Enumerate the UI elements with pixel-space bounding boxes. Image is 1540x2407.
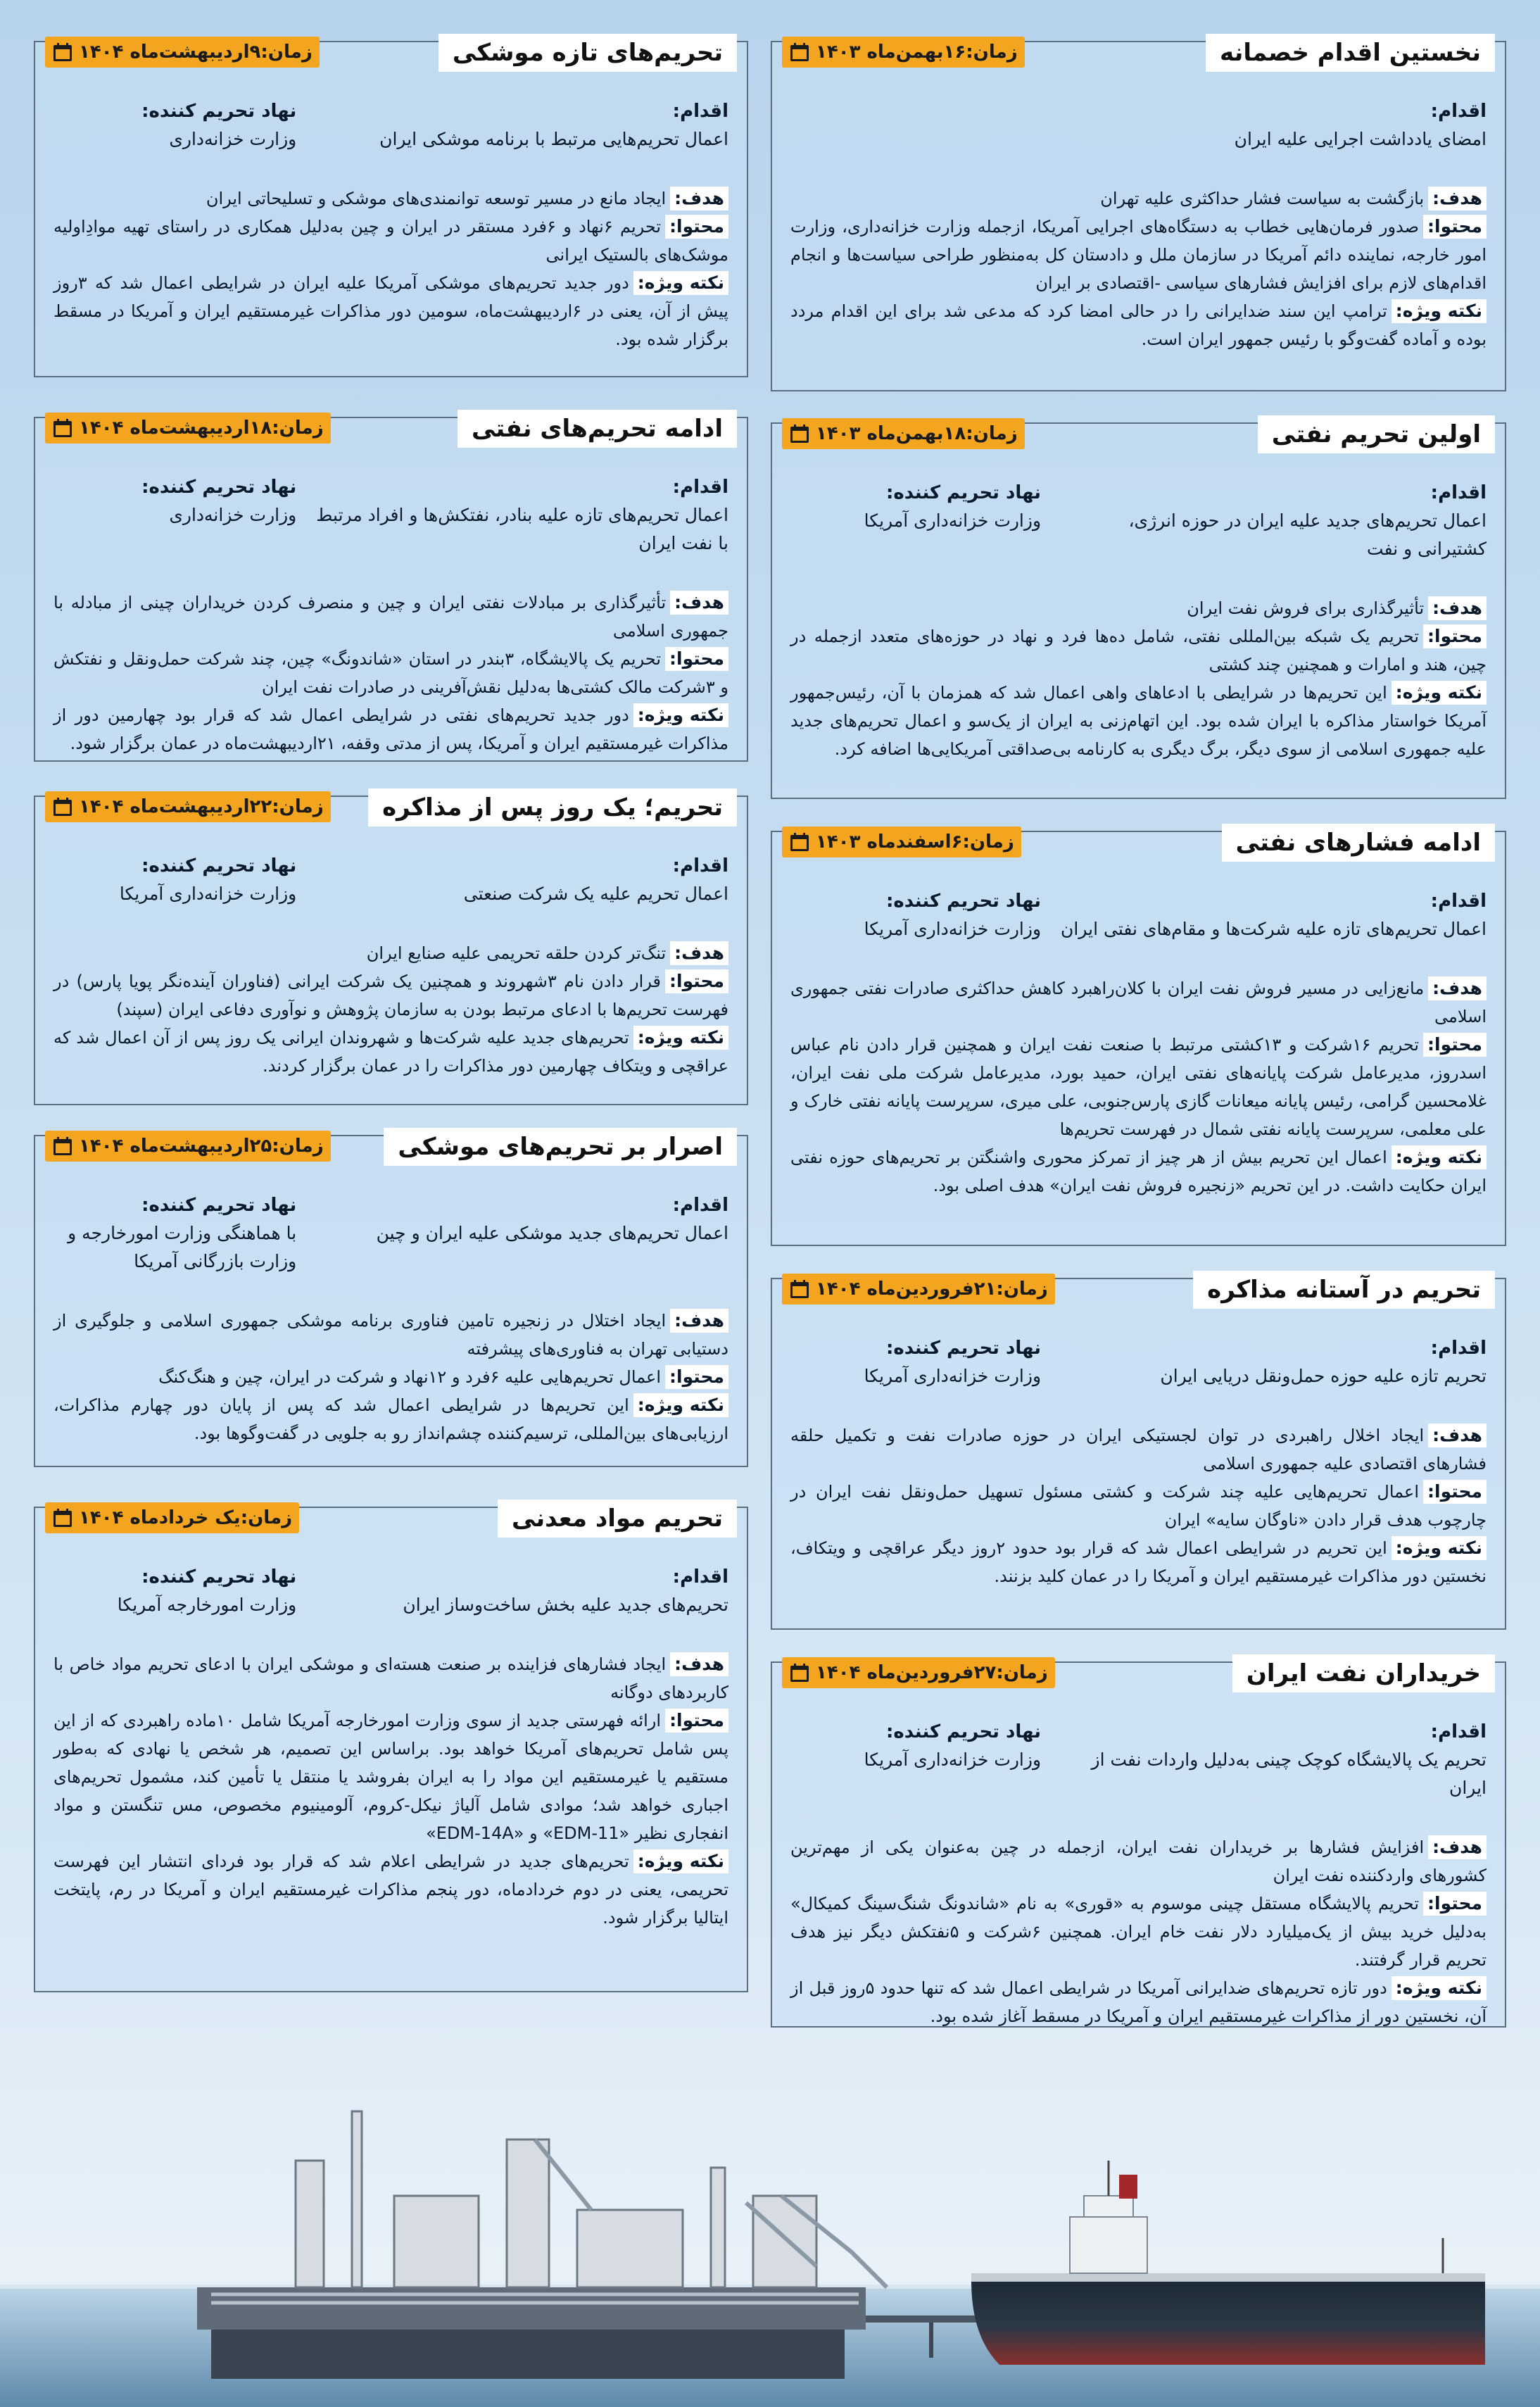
card-first-hostile-action	[771, 41, 1506, 391]
content-label: محتوا:	[1423, 1480, 1487, 1504]
goal-text: ایجاد اختلال در زنجیره تامین فناوری برنامه موشکی جمهوری اسلامی و جلوگیری از دستیابی تهران به فناوری‌های پیشرفته	[53, 1311, 728, 1359]
card-title: ادامه فشارهای نفتی	[1222, 824, 1495, 862]
goal-paragraph	[53, 184, 728, 213]
date-text: زمان:۹اردیبهشت‌ماه ۱۴۰۴	[79, 42, 313, 63]
action-text: اعمال تحریم‌های جدید علیه ایران در حوزه انرژی، کشتیرانی و نفت	[1128, 510, 1487, 559]
date-text: زمان:۲۱فروردین‌ماه ۱۴۰۴	[816, 1278, 1048, 1300]
agency-text: وزارت خزانه‌داری	[169, 505, 297, 525]
goal-paragraph	[790, 594, 1487, 622]
note-paragraph	[53, 1847, 728, 1932]
content-text: تحریم یک شبکه بین‌المللی نفتی، شامل ده‌ها فرد و نهاد در حوزه‌های متعدد ازجمله در چین، هند و امارات و همچنین چند کشتی	[790, 627, 1487, 674]
content-paragraph	[53, 1707, 728, 1847]
content-paragraph	[53, 213, 728, 269]
goal-paragraph	[53, 1650, 728, 1707]
date-badge	[782, 827, 1021, 857]
card-title: تحریم؛ یک روز پس از مذاکره	[368, 788, 737, 827]
calendar-icon	[52, 417, 73, 439]
card-title: اولین تحریم نفتی	[1258, 415, 1495, 453]
action-label: اقدام:	[672, 101, 728, 122]
note-label: نکته ویژه:	[1391, 299, 1487, 323]
card-title: اصرار بر تحریم‌های موشکی	[384, 1128, 737, 1166]
goal-label: هدف:	[1428, 1424, 1487, 1447]
note-label: نکته ویژه:	[633, 1026, 728, 1050]
tanker-funnel	[1119, 2175, 1137, 2199]
goal-text: تأثیرگذاری بر مبادلات نفتی ایران و چین و منصرف کردن خریداران چینی از مبادله با جمهوری اسلامی	[53, 593, 728, 641]
agency-text: وزارت خزانه‌داری آمریکا	[864, 1366, 1042, 1386]
content-paragraph	[53, 645, 728, 701]
agency-label: نهاد تحریم کننده:	[885, 1721, 1042, 1742]
card-title: تحریم‌های تازه موشکی	[438, 34, 737, 72]
tanker-hull	[971, 2280, 1485, 2365]
note-paragraph	[790, 297, 1487, 353]
agency-label: نهاد تحریم کننده:	[141, 855, 297, 876]
goal-paragraph	[53, 1307, 728, 1363]
note-label: نکته ویژه:	[633, 1393, 728, 1417]
note-text: اعمال این تحریم بیش از هر چیز از تمرکز محوری واشنگتن بر تحریم‌های حوزه نفتی ایران حکایت داشت. در این تحریم «زنجیره فروش نفت ایران» هدف اصلی بود.	[790, 1148, 1487, 1195]
content-label: محتوا:	[1423, 1033, 1487, 1057]
agency-text: وزارت خزانه‌داری آمریکا	[864, 1749, 1042, 1770]
note-label: نکته ویژه:	[633, 271, 728, 295]
goal-text: تنگ‌تر کردن حلقه تحریمی علیه صنایع ایران	[366, 943, 667, 963]
card-title: تحریم در آستانه مذاکره	[1193, 1271, 1495, 1309]
action-label: اقدام:	[672, 1566, 728, 1588]
calendar-icon	[52, 1507, 73, 1528]
content-text: ارائه فهرستی جدید از سوی وزارت امورخارجه آمریکا شامل ۱۰ماده راهبردی که از این پس شامل تحریم‌های آمریکا خواهد بود. براساس این تصمیم، هر شخص یا نهادی که به‌طور مستقیم یا غیرمستقیم این مواد را به ایران بفروشد یا منتقل یا تأمین کند، مشمول تحریم‌های اجباری خواهد شد؛ موادی شامل آلیاژ نیکل-کروم، آلومینیوم مخصوص، مس تنگستن و مواد انفجاری نظیر «EDM-11» و «EDM-14A»	[53, 1711, 728, 1843]
content-text: تحریم ۶نهاد و ۶فرد مستقر در ایران و چین به‌دلیل همکاری در راستای تهیه موادِاولیه موشک‌های بالستیک ایرانی	[53, 217, 728, 265]
tanker-superstructure	[1070, 2196, 1147, 2273]
note-label: نکته ویژه:	[633, 703, 728, 727]
date-text: زمان:۲۵اردیبهشت‌ماه ۱۴۰۴	[79, 1136, 324, 1157]
calendar-icon	[52, 1136, 73, 1157]
card-new-missile-sanctions	[34, 41, 748, 377]
agency-text: با هماهنگی وزارت امورخارجه و وزارت بازرگانی آمریکا	[68, 1223, 297, 1271]
action-label: اقدام:	[1430, 891, 1487, 912]
content-paragraph	[790, 1031, 1487, 1143]
goal-label: هدف:	[1428, 187, 1487, 210]
note-text: دور جدید تحریم‌های موشکی آمریکا علیه ایران در شرایطی اعمال شد که ۳روز پیش از آن، یعنی در ۶اردیبهشت‌ماه، سومین دور مذاکرات غیرمستقیم ایران و آمریکا در مسقط برگزار شده بود.	[53, 273, 728, 349]
date-badge	[45, 791, 331, 822]
card-sanction-before-talks	[771, 1278, 1506, 1630]
content-paragraph	[53, 967, 728, 1024]
card-first-oil-sanction	[771, 422, 1506, 799]
goal-paragraph	[790, 184, 1487, 213]
content-paragraph	[53, 1363, 728, 1391]
goal-label: هدف:	[1428, 976, 1487, 1000]
content-text: تحریم یک پالایشگاه، ۳بندر در استان «شاندونگ» چین، چند شرکت حمل‌ونقل و نفتکش و ۳شرکت مالک کشتی‌ها به‌دلیل نقش‌آفرینی در صادرات نفت ایران	[53, 649, 728, 697]
date-text: زمان:۲۷فروردین‌ماه ۱۴۰۴	[816, 1662, 1048, 1683]
agency-label: نهاد تحریم کننده:	[885, 482, 1042, 503]
goal-paragraph	[790, 974, 1487, 1031]
note-paragraph	[53, 1024, 728, 1080]
date-text: زمان:۱۸بهمن‌ماه ۱۴۰۳	[816, 423, 1018, 444]
tanker-deck	[971, 2273, 1485, 2282]
date-badge	[782, 418, 1025, 449]
agency-label: نهاد تحریم کننده:	[141, 1195, 297, 1216]
action-label: اقدام:	[672, 477, 728, 498]
goal-paragraph	[53, 589, 728, 645]
goal-label: هدف:	[670, 187, 728, 210]
note-text: این تحریم در شرایطی اعمال شد که قرار بود حدود ۲روز دیگر عراقچی و ویتکاف، نخستین دور مذاکرات غیرمستقیم ایران و آمریکا را در عمان کلید بزنند.	[790, 1538, 1487, 1586]
content-text: قرار دادن نام ۳شهروند و همچنین یک شرکت ایرانی (فناوران آینده‌نگر پویا پارس) در فهرست تحریم‌ها با ادعای مرتبط بودن به سازمان پژوهش و نوآوری دفاعی ایران (سپند)	[53, 972, 728, 1019]
agency-label: نهاد تحریم کننده:	[141, 1566, 297, 1588]
agency-label: نهاد تحریم کننده:	[141, 101, 297, 122]
action-text: اعمال تحریم‌های تازه علیه شرکت‌ها و مقام‌های نفتی ایران	[1061, 919, 1487, 939]
goal-text: افزایش فشارها بر خریداران نفت ایران، ازجمله در چین به‌عنوان یکی از مهم‌ترین کشورهای واردکننده نفت ایران	[790, 1837, 1487, 1885]
oil-terminal-illustration	[0, 1985, 1540, 2407]
action-text: اعمال تحریم‌های تازه علیه بنادر، نفتکش‌ها و افراد مرتبط با نفت ایران	[316, 505, 728, 553]
action-text: امضای یادداشت اجرایی علیه ایران	[1234, 129, 1487, 149]
goal-label: هدف:	[1428, 1835, 1487, 1859]
date-badge	[45, 1131, 331, 1162]
content-label: محتوا:	[665, 215, 728, 239]
card-mineral-sanctions	[34, 1504, 748, 1992]
content-paragraph	[790, 622, 1487, 679]
content-label: محتوا:	[665, 1365, 728, 1389]
note-text: دور تازه تحریم‌های ضدایرانی آمریکا در شرایطی اعمال شد که تنها حدود ۵روز قبل از آن، نخستین دور از مذاکرات غیرمستقیم ایران و آمریکا در مسقط آغاز شده بود.	[790, 1978, 1487, 2026]
action-text: اعمال تحریم‌هایی مرتبط با برنامه موشکی ایران	[379, 129, 728, 149]
date-text: زمان:۶اسفندماه ۱۴۰۳	[816, 831, 1014, 853]
goal-label: هدف:	[1428, 596, 1487, 620]
calendar-icon	[789, 831, 810, 853]
goal-label: هدف:	[670, 591, 728, 615]
terminal-structures	[296, 2111, 816, 2287]
content-label: محتوا:	[1423, 1892, 1487, 1916]
card-insist-missile-sanctions	[34, 1135, 748, 1467]
note-paragraph	[790, 679, 1487, 763]
agency-text: وزارت خزانه‌داری آمریکا	[864, 919, 1042, 939]
note-paragraph	[790, 1534, 1487, 1590]
calendar-icon	[789, 1662, 810, 1683]
content-label: محتوا:	[665, 969, 728, 993]
agency-label: نهاد تحریم کننده:	[885, 1338, 1042, 1359]
action-label: اقدام:	[1430, 101, 1487, 122]
goal-label: هدف:	[670, 941, 728, 965]
action-label: اقدام:	[1430, 1721, 1487, 1742]
goal-text: ایجاد اخلال راهبردی در توان لجستیکی ایران در حوزه صادرات نفت و تکمیل حلقه فشارهای اقتصادی علیه جمهوری اسلامی	[790, 1426, 1487, 1473]
content-paragraph	[790, 213, 1487, 297]
date-text: زمان:۲۲اردیبهشت‌ماه ۱۴۰۴	[79, 796, 324, 817]
tanker-masts	[1109, 2161, 1443, 2273]
note-label: نکته ویژه:	[1391, 1976, 1487, 2000]
content-paragraph	[790, 1890, 1487, 1974]
content-text: صدور فرمان‌هایی خطاب به دستگاه‌های اجرایی آمریکا، ازجمله وزارت خزانه‌داری، وزارت امور خارجه، نماینده دائم آمریکا در سازمان ملل و دادستان کل به‌منظور طراحی سیاست‌ها و انجام اقدام‌های لازم برای افزایش فشارهای سیاسی -اقتصادی بر ایران	[790, 217, 1487, 293]
action-text: اعمال تحریم علیه یک شرکت صنعتی	[463, 884, 728, 904]
note-text: تحریم‌های جدید علیه شرکت‌ها و شهروندان ایرانی یک روز پس از آن اعمال شد که عراقچی و ویتکاف چهارمین دور مذاکرات را در عمان برگزار کردند.	[53, 1028, 728, 1076]
goal-text: مانع‌زایی در مسیر فروش نفت ایران با کلان‌راهبرد کاهش حداکثری صادرات نفتی جمهوری اسلامی	[790, 979, 1487, 1026]
date-badge	[45, 1502, 299, 1533]
date-badge	[45, 413, 331, 444]
date-badge	[782, 1657, 1055, 1688]
note-text: ترامپ این سند ضدایرانی را در حالی امضا کرد که مدعی شد برای این اقدام مردد بوده و آماده گفت‌وگو با رئیس جمهور ایران است.	[790, 301, 1487, 349]
date-badge	[782, 1274, 1055, 1305]
calendar-icon	[789, 423, 810, 444]
goal-text: ایجاد فشارهای فزاینده بر صنعت هسته‌ای و موشکی ایران با ادعای تحریم مواد خاص با کاربردهای دوگانه	[53, 1654, 728, 1702]
content-paragraph	[790, 1478, 1487, 1534]
goal-paragraph	[53, 939, 728, 967]
agency-text: وزارت امورخارجه آمریکا	[117, 1595, 297, 1615]
calendar-icon	[52, 42, 73, 63]
note-paragraph	[790, 1143, 1487, 1200]
note-label: نکته ویژه:	[1391, 1145, 1487, 1169]
card-title: ادامه تحریم‌های نفتی	[457, 410, 737, 448]
action-label: اقدام:	[672, 855, 728, 876]
content-label: محتوا:	[665, 647, 728, 671]
goal-label: هدف:	[670, 1652, 728, 1676]
goal-text: بازگشت به سیاست فشار حداکثری علیه تهران	[1100, 189, 1425, 208]
goal-text: ایجاد مانع در مسیر توسعه توانمندی‌های موشکی و تسلیحاتی ایران	[206, 189, 667, 208]
calendar-icon	[789, 42, 810, 63]
card-title: نخستین اقدام خصمانه	[1206, 34, 1495, 72]
date-badge	[782, 37, 1025, 68]
note-paragraph	[53, 1391, 728, 1447]
content-text: اعمال تحریم‌هایی علیه چند شرکت و کشتی مسئول تسهیل حمل‌ونقل نفت ایران در چارچوب هدف قرار دادن «ناوگان سایه» ایران	[790, 1482, 1487, 1530]
agency-text: وزارت خزانه‌داری آمریکا	[119, 884, 297, 904]
note-text: این تحریم‌ها در شرایطی با ادعاهای واهی اعمال شد که همزمان با آن، رئیس‌جمهور آمریکا خواستار مذاکره با ایران شده بود. این اتهام‌زنی به ایران از یک‌سو و اعمال تحریم‌های جدید علیه جمهوری اسلامی از سوی دیگر، برگ دیگری به کارنامه بی‌صداقتی آمریکایی‌ها اضافه کرد.	[790, 683, 1487, 759]
calendar-icon	[789, 1278, 810, 1300]
content-label: محتوا:	[1423, 215, 1487, 239]
goal-paragraph	[790, 1421, 1487, 1478]
action-text: اعمال تحریم‌های جدید موشکی علیه ایران و چین	[376, 1223, 728, 1243]
note-label: نکته ویژه:	[633, 1849, 728, 1873]
note-text: تحریم‌های جدید در شرایطی اعلام شد که قرار بود فردای انتشار این فهرست تحریمی، یعنی در دوم خردادماه، دور پنجم مذاکرات غیرمستقیم ایران و آمریکا در رم، پایتخت ایتالیا برگزار شود.	[53, 1852, 728, 1928]
card-title: تحریم مواد معدنی	[498, 1500, 737, 1538]
note-paragraph	[53, 701, 728, 758]
card-continued-oil-sanctions	[34, 417, 748, 762]
goal-paragraph	[790, 1833, 1487, 1890]
card-iran-oil-buyers	[771, 1661, 1506, 2028]
terminal-base	[211, 2330, 845, 2379]
date-text: زمان:یک خردادماه ۱۴۰۴	[79, 1507, 293, 1528]
content-label: محتوا:	[665, 1709, 728, 1733]
note-label: نکته ویژه:	[1391, 1536, 1487, 1560]
note-text: دور جدید تحریم‌های نفتی در شرایطی اعمال شد که قرار بود چهارمین دور از مذاکرات غیرمستقیم ایران و آمریکا، پس از مدتی وقفه، ۲۱اردیبهشت‌ماه در عمان برگزار شود.	[53, 705, 728, 753]
goal-text: تأثیرگذاری برای فروش نفت ایران	[1187, 598, 1425, 618]
agency-label: نهاد تحریم کننده:	[141, 477, 297, 498]
agency-text: وزارت خزانه‌داری	[169, 129, 297, 149]
calendar-icon	[52, 796, 73, 817]
agency-text: وزارت خزانه‌داری آمریکا	[864, 510, 1042, 531]
card-sanction-day-after-talks	[34, 793, 748, 1105]
content-text: تحریم ۱۶شرکت و ۱۳کشتی مرتبط با صنعت نفت ایران و همچنین قرار دادن نام عباس اسدروز، مدیرعامل شرکت پایانه‌های نفتی ایران، حمید بورد، مدیرعامل شرکت ملی نفت ایران، غلامحسین گرامی، رئیس پایانه میعانات گازی پارس‌جنوبی، علی میری، سرپرست پایانه نفتی خارک و علی معلمی، سرپرست پایانه نفتی شمال در فهرست تحریم‌ها	[790, 1035, 1487, 1139]
card-continued-oil-pressure	[771, 831, 1506, 1246]
content-text: اعمال تحریم‌هایی علیه ۶فرد و ۱۲نهاد و شرکت در ایران، چین و هنگ‌کنگ	[158, 1367, 662, 1387]
card-title: خریداران نفت ایران	[1232, 1654, 1495, 1692]
note-text: این تحریم‌ها در شرایطی اعمال شد که پس از پایان دور چهارم مذاکرات، ارزیابی‌های بین‌المللی، ترسیم‌کننده چشم‌انداز رو به جلویی در گفت‌وگوها بود.	[53, 1395, 728, 1443]
content-label: محتوا:	[1423, 624, 1487, 648]
note-label: نکته ویژه:	[1391, 681, 1487, 705]
action-text: تحریم تازه علیه حوزه حمل‌ونقل دریایی ایران	[1160, 1366, 1487, 1386]
goal-label: هدف:	[670, 1309, 728, 1333]
action-label: اقدام:	[672, 1195, 728, 1216]
action-text: تحریم یک پالایشگاه کوچک چینی به‌دلیل واردات نفت از ایران	[1091, 1749, 1487, 1798]
agency-label: نهاد تحریم کننده:	[885, 891, 1042, 912]
date-badge	[45, 37, 320, 68]
content-text: تحریم پالایشگاه مستقل چینی موسوم به «قوری» به نام «شاندونگ شنگ‌سینگ کمیکال» به‌دلیل خرید بیش از یک‌میلیارد دلار نفت خام ایران. همچنین ۶شرکت و ۵نفتکش دیگر نیز هدف تحریم قرار گرفتند.	[790, 1894, 1487, 1970]
date-text: زمان:۱۸اردیبهشت‌ماه ۱۴۰۴	[79, 417, 324, 439]
action-label: اقدام:	[1430, 482, 1487, 503]
action-label: اقدام:	[1430, 1338, 1487, 1359]
action-text: تحریم‌های جدید علیه بخش ساخت‌وساز ایران	[403, 1595, 728, 1615]
date-text: زمان:۱۶بهمن‌ماه ۱۴۰۳	[816, 42, 1018, 63]
note-paragraph	[53, 269, 728, 353]
